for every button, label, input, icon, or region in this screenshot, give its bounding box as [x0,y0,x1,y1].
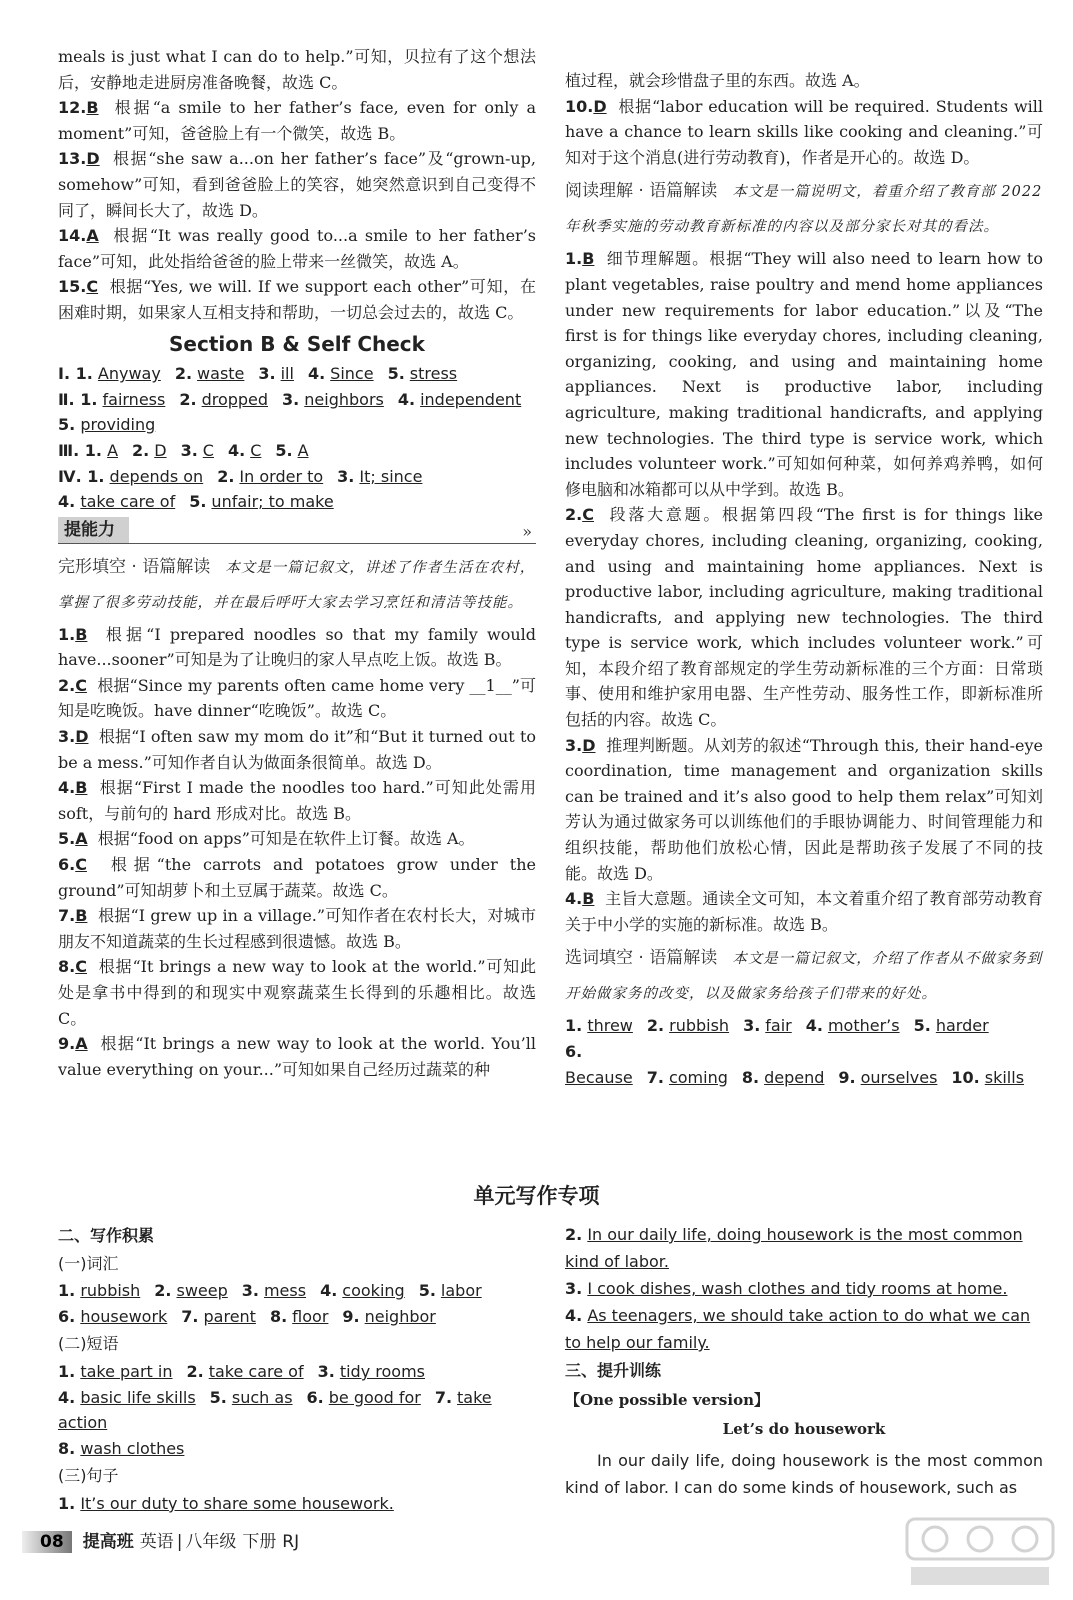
answer-word: tidy rooms [339,1361,425,1381]
word-number: 2. [646,1016,665,1036]
word-number: 5. [275,440,293,460]
answer-item [58,1031,536,1082]
answer-item [58,223,536,274]
item-number: 4. [58,778,76,798]
item-number: 4. [565,889,583,909]
item-number: 3. [565,735,583,755]
word-number: 5. [913,1016,931,1036]
answer-word: unfair; to make [211,492,334,512]
vocab-heading: (一)词汇 [58,1253,119,1273]
fill-header [565,941,1043,1011]
item-answer: B [75,906,88,926]
answer-word: mother’s [827,1016,900,1036]
answer-item [58,146,536,223]
item-number: 9. [58,1034,76,1054]
answer-word: fair [765,1016,792,1036]
item-explanation: 根据“It brings a new way to look at the world.”可知此处是拿书中得到的和现实中观察蔬菜生长得到的乐趣相比。故选 C。 [58,957,537,1028]
item-explanation: 根据“I prepared noodles so that my family would have...sooner”可知是为了让晚归的家人早点吃上饭。故选 B。 [58,624,536,670]
answer-word: floor [292,1306,329,1326]
reading-header [565,174,1043,244]
answer-word: providing [80,415,156,435]
word-number: 4. [307,364,326,384]
item-number: 6. [58,855,76,875]
line-label: Ⅱ. 1. [58,389,98,409]
answer-word: housework [80,1306,168,1326]
answer-word: skills [984,1067,1025,1087]
answer-item [565,733,1043,887]
sentence-number: 1. [58,1493,76,1513]
item-number: 3. [58,727,76,747]
answer-item [58,775,536,826]
writing-accumulation-heading: 二、写作积累 [58,1226,155,1245]
word-number: 2. [179,389,197,409]
answer-item [58,826,536,852]
item-explanation: 根据“she saw a...on her father’s face”及“grown-up, somehow”可知，看到爸爸脸上的笑容，她突然意识到自己变得不同了，瞬间长大了，故选 D。 [58,149,536,220]
answer-word: stress [409,364,458,384]
word-number: 4. [805,1016,823,1036]
word-number: 4. [397,389,416,409]
fill-label: 选词填空 · 语篇解读 [565,948,718,969]
answer-item [58,724,536,775]
item-explanation: 根据“food on apps”可知是在软件上订餐。故选 A。 [97,829,475,849]
grade: 八年级 [185,1532,237,1552]
word-number: 2. [132,440,150,460]
reading-summary: 本文是一篇说明文，着重介绍了教育部 2022 年秋季实施的劳动教育新标准的内容以及部分家长对其的看法。 [565,184,1043,236]
answer-word: fairness [102,389,166,409]
footer-separator: | [176,1532,183,1552]
item-explanation: 推理判断题。从刘芳的叙述“Through this, their hand-eye coordination, time management and organization skills can be trained and it’s also good to help them relax”可知刘芳认为通过做家务可以训练他们的手眼协调能力、时间管理能力和组织技能，帮助他们放松心情，因此是帮助孩子发展了不同的技能。故选 D。 [565,735,1043,883]
reading-answer-list [565,246,1043,937]
answer-item [565,886,1043,937]
item-answer: D [75,727,89,747]
answer-word: take action [58,1387,492,1433]
answer-word: cooking [342,1281,405,1301]
answer-item [58,673,536,724]
item-number: 2. [58,675,76,695]
subject: 英语 [139,1532,174,1552]
phrase-line-a [58,1359,536,1385]
line-label: 1. [565,1016,583,1036]
answer-item [565,246,1043,502]
line-label: Ⅰ. 1. [58,364,93,384]
phrase-line-b [58,1385,536,1436]
answer-item [58,274,536,325]
line-label: Ⅲ. 1. [58,440,102,460]
word-number: 9. [342,1306,360,1326]
item-explanation: 段落大意题。根据第四段“The first is for things like everyday chores, including cleaning, organizing, cooking, and using and maintaining home appliances. Next is productive labor, including agriculture, making traditional handicrafts, and applying new technologies. The third type is service work, which includes volunteer work.”可知，本段介绍了教育部规定的学生劳动新标准的三个方面：日常琐事、使用和维护家用电器、生产性劳动、服务性工作，即新标准所包括的内容。故选 C。 [565,505,1043,730]
continued-paragraph-right: 植过程，就会珍惜盘子里的东西。故选 A。 [565,71,870,90]
answer-word: rubbish [80,1281,141,1301]
word-number: 9. [838,1067,856,1087]
word-number: 4. [320,1281,338,1301]
fill-summary: 本文是一篇记叙文，介绍了作者从不做家务到开始做家务的改变，以及做家务给孩子们带来的好处。 [565,951,1043,1003]
fill-answers-a [565,1013,1043,1039]
item-number: 1. [58,624,76,644]
answer-word: rubbish [669,1016,730,1036]
sentence-item [565,1302,1043,1356]
essay-body: In our daily life, doing housework is the most common kind of labor. I can do some kinds of housework, such as [565,1450,1043,1497]
line-label: 6. [565,1042,583,1061]
item-number: 2. [565,505,583,525]
answer-word: take part in [80,1361,173,1381]
answer-word: Since [330,364,374,384]
item-number: 15. [58,277,87,297]
answer-item [58,954,536,1031]
sentence-text: In our daily life, doing housework is the most common kind of labor. [565,1225,1023,1271]
item-answer: A [86,226,99,246]
line-label: 4. [58,492,76,512]
section-title: Section B & Self Check [169,331,425,356]
reading-label: 阅读理解 · 语篇解读 [565,181,718,202]
word-number: 7. [181,1306,199,1326]
item-answer: A [75,829,88,849]
word-number: 7. [646,1067,664,1087]
training-heading: 三、提升训练 [565,1361,662,1380]
item-answer: C [75,855,87,875]
left-column [58,44,536,1082]
answer-word: A [297,440,309,460]
answer-word: harder [935,1016,989,1036]
answer-word: wash clothes [80,1438,185,1458]
answer-word: ourselves [860,1067,938,1087]
sentence-number: 3. [565,1279,583,1298]
item-answer: B [75,778,88,798]
line-label: 1. [58,1281,76,1301]
answer-word: C [202,440,214,460]
double-arrow-icon: » [522,521,532,541]
footer [22,1527,562,1553]
line-label: 6. [58,1306,76,1326]
answer-word: neighbors [304,389,384,409]
item-number: 10. [565,96,594,116]
answer-item [58,852,536,903]
answer-word: be good for [328,1387,421,1407]
word-number: 2. [217,466,235,486]
item-explanation: 细节理解题。根据“They will also need to learn how to plant vegetables, raise poultry and mend home appliances under new requirements for labor education.”以及“The first is for things like everyday chores, including cleaning, organizing, cooking, and using and maintaining home appliances. Next is productive labor, including agriculture, making traditional handicrafts, and applying new technologies. The third type is service work, which includes volunteer work.”可知如何种菜，如何养鸡养鸭，如何修电脑和冰箱都可以从中学到。故选 B。 [565,249,1043,499]
line-label: 5. [58,415,76,435]
sentence-text: I cook dishes, wash clothes and tidy rooms at home. [587,1279,1008,1298]
word-number: 5. [189,492,207,512]
answer-word: C [250,440,262,460]
word-number: 3. [337,466,355,486]
item-explanation: 根据“It was really good to...a smile to her father’s face”可知，此处指给爸爸的脸上带来一丝微笑，故选 A。 [58,226,536,271]
item-answer: C [86,277,99,297]
word-number: 2. [174,364,193,384]
item-answer: D [593,96,607,116]
item-answer: C [582,505,594,525]
answer-word: depend [764,1067,825,1087]
item-explanation: 主旨大意题。通读全文可知，本文着重介绍了教育部劳动教育关于中小学的实施的新标准。故选 B。 [565,889,1043,934]
item-explanation: 根据“I often saw my mom do it”和“But it turned out to be a mess.”可知作者自认为做面条很简单。故选 D。 [58,727,537,772]
sentence-item [565,1275,1043,1302]
answer-word: waste [197,364,245,384]
word-number: 8. [741,1067,760,1087]
answer-word: such as [231,1387,293,1407]
answer-word: depends on [109,466,204,486]
sentence-number: 4. [565,1306,583,1325]
item-answer: A [75,1034,88,1054]
vocab-line-b [58,1304,536,1330]
word-number: 3. [258,364,276,384]
continued-paragraph: meals is just what I can do to help.”可知，贝拉有了这个想法后，安静地走进厨房准备晚餐，故选 C。 [58,47,536,92]
answer-word: coming [668,1067,728,1087]
sentence-heading: (三)句子 [58,1466,119,1486]
answer-list-a [58,95,536,325]
word-number: 3. [317,1361,335,1381]
ability-band [58,517,536,544]
item-number: 14. [58,226,87,246]
answer-word: dropped [201,389,269,409]
sentence-number: 2. [565,1225,583,1244]
answer-word: take care of [208,1361,304,1381]
self-check-II-b [58,412,536,438]
answer-word: It; since [359,466,423,486]
footer-text [83,1532,299,1552]
item-number: 12. [58,98,87,118]
edition: RJ [282,1532,300,1552]
sentence-text: As teenagers, we should take action to do what we can to help our family. [565,1306,1031,1352]
item-explanation: 根据“Yes, we will. If we support each other”可知，在困难时期，如果家人互相支持和帮助，一切总会过去的，故选 C。 [58,277,536,322]
line-label: 4. [58,1387,76,1407]
item-answer: B [582,889,595,909]
self-check-II-a [58,387,536,413]
self-check-I [58,361,536,387]
answer-item [565,502,1043,732]
self-check-IV-b [58,489,536,515]
line-label: 1. [58,1361,76,1381]
cloze-label: 完形填空 · 语篇解读 [58,556,211,577]
band-label: 提能力 [58,517,129,543]
writing-right-column [565,1221,1043,1501]
answer-word: ill [280,364,294,384]
phrase-line-c [58,1436,536,1462]
sentence-text: It’s our duty to share some housework. [80,1493,394,1513]
word-number: 7. [434,1387,453,1407]
item-number: 1. [565,249,583,269]
cloze-summary: 本文是一篇记叙文，讲述了作者生活在农村，掌握了很多劳动技能，并在最后呼吁大家去学习烹饪和清洁等技能。 [58,559,536,611]
essay-title: Let’s do housework [722,1420,886,1439]
answer-word: basic life skills [80,1387,196,1407]
word-number: 4. [227,440,246,460]
answer-word: D [154,440,167,460]
word-number: 3. [180,440,198,460]
item-number: 5. [58,829,76,849]
answer-word: mess [263,1281,307,1301]
vocab-line-a [58,1278,536,1304]
answer-word: parent [203,1306,256,1326]
word-number: 2. [154,1281,172,1301]
sentence-list [565,1221,1043,1356]
line-label: Ⅳ. 1. [58,466,105,486]
item-answer: B [582,249,595,269]
series-name: 提高班 [82,1532,134,1552]
item-answer: B [86,98,99,118]
word-number: 8. [269,1306,288,1326]
cloze-header [58,550,536,620]
answer-word: sweep [176,1281,228,1301]
item-answer: D [582,735,596,755]
item-explanation: 根据“I grew up in a village.”可知作者在农村长大，对城市朋友不知道蔬菜的生长过程感到很遗憾。故选 B。 [58,906,537,951]
answer-word: threw [587,1016,633,1036]
word-number: 5. [418,1281,436,1301]
word-number: 3. [743,1016,761,1036]
answer-word: neighbor [364,1306,436,1326]
item-number: 7. [58,906,76,926]
sentence-1 [58,1491,536,1517]
writing-left-column [58,1221,536,1517]
answer-word: In order to [239,466,324,486]
item-explanation: 根据“labor education will be required. Students will have a chance to learn skills like cooking and cleaning.”可知对于这个消息(进行劳动教育)，作者是开心的。故选 D。 [565,96,1043,167]
self-check-III [58,438,536,464]
item-number: 13. [58,149,87,169]
item-number: 8. [58,957,76,977]
self-check-IV-a [58,464,536,490]
word-number: 5. [209,1387,227,1407]
right-column [565,68,1043,1090]
word-number: 6. [306,1387,324,1407]
page-number: 08 [22,1531,72,1553]
answer-word: independent [420,389,522,409]
item-explanation: 根据“First I made the noodles too hard.”可知此处需用 soft，与前句的 hard 形成对比。故选 B。 [58,778,536,823]
item-answer: C [75,675,87,695]
item-explanation: 根据“the carrots and potatoes grow under the ground”可知胡萝卜和土豆属于蔬菜。故选 C。 [58,855,536,900]
word-number: 3. [282,389,300,409]
word-number: 10. [951,1067,980,1087]
answer-list-b [58,622,536,1083]
term: 下册 [242,1532,277,1552]
writing-title: 单元写作专项 [473,1184,600,1208]
answer-word: Because [565,1067,633,1087]
item-answer: C [75,957,87,977]
watermark-logo [905,1515,1055,1590]
phrase-heading: (二)短语 [58,1334,119,1354]
word-number: 5. [387,364,405,384]
item-explanation: 根据“Since my parents often came home very __1__”可知是吃晚饭。have dinner“吃晚饭”。故选 C。 [58,675,537,721]
word-number: 3. [241,1281,259,1301]
line-label: 8. [58,1438,76,1458]
item-explanation: 根据“It brings a new way to look at the world. You’ll value everything on your...”可知如果自己经历过蔬菜的种 [58,1034,536,1079]
answer-item [58,903,536,954]
item-answer: D [86,149,100,169]
item-answer: B [75,624,88,644]
answer-word: labor [440,1281,482,1301]
fill-answers-b [565,1039,1043,1090]
answer-item-10 [565,94,1043,171]
answer-word: take care of [80,492,176,512]
sentence-item [565,1221,1043,1275]
answer-item [58,95,536,146]
word-number: 2. [186,1361,204,1381]
item-explanation: 根据“a smile to her father’s face, even for only a moment”可知，爸爸脸上有一个微笑，故选 B。 [58,98,536,143]
answer-word: Anyway [97,364,161,384]
answer-word: A [107,440,119,460]
version-label: 【One possible version】 [565,1390,769,1409]
answer-item [58,622,536,673]
